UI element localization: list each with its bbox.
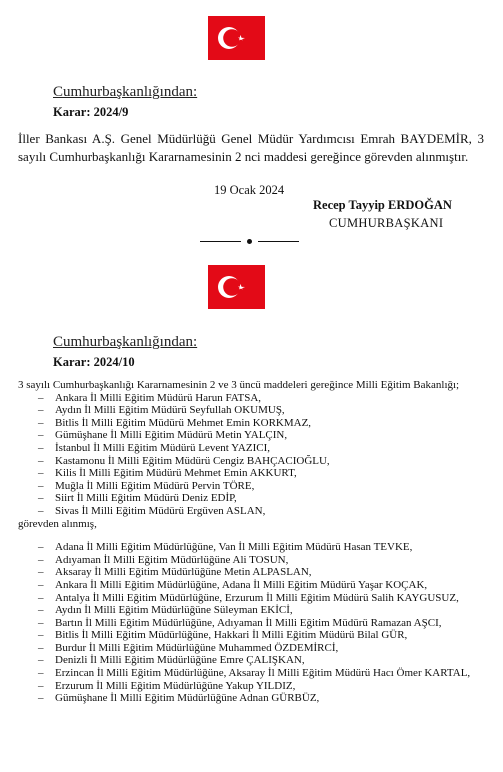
decree1-heading: Cumhurbaşkanlığından: xyxy=(53,84,198,100)
decree1-signer-title: CUMHURBAŞKANI xyxy=(329,216,444,230)
list-item-text: – Sivas İl Milli Eğitim Müdürü Ergüven ASLAN, xyxy=(55,504,266,517)
list-item xyxy=(18,505,484,518)
list-item-text: – Antalya İl Milli Eğitim Müdürlüğüne, Erzurum İl Milli Eğitim Müdürü Salih KAYGUSUZ, xyxy=(55,591,459,604)
list-item-text: – Erzurum İl Milli Eğitim Müdürlüğüne Yakup YILDIZ, xyxy=(55,679,296,692)
list-item-text: – Erzincan İl Milli Eğitim Müdürlüğüne, Aksaray İl Milli Eğitim Müdürü Hacı Ömer KARTAL, xyxy=(55,667,471,680)
signer-first-name: Recep Tayyip xyxy=(313,198,389,212)
list-item-text: – Aydın İl Milli Eğitim Müdürlüğüne Süleyman EKİCİ, xyxy=(55,604,293,617)
list-item xyxy=(18,467,484,480)
decree2-intro: 3 sayılı Cumhurbaşkanlığı Kararnamesinin 2 ve 3 üncü maddeleri gereğince Milli Eğitim Bakanlığı; xyxy=(18,379,460,391)
divider-line-right xyxy=(258,241,299,242)
list-item xyxy=(18,642,484,655)
list-item-text: – İstanbul İl Milli Eğitim Müdürü Levent YAZICI, xyxy=(55,441,270,454)
decree1-signer xyxy=(313,198,452,213)
list-item xyxy=(18,492,484,505)
appointed-list xyxy=(18,541,484,705)
list-item xyxy=(18,442,484,455)
list-item xyxy=(18,429,484,442)
list-item-text: – Adıyaman İl Milli Eğitim Müdürlüğüne Ali TOSUN, xyxy=(55,553,289,566)
list-item-text: – Denizli İl Milli Eğitim Müdürlüğüne Emre ÇALIŞKAN, xyxy=(55,654,305,667)
list-item-text: – Muğla İl Milli Eğitim Müdürü Pervin TÖRE, xyxy=(55,479,255,492)
list-item xyxy=(18,417,484,430)
decree2-content xyxy=(18,379,484,705)
decree1-date: 19 Ocak 2024 xyxy=(214,183,285,197)
list-item xyxy=(18,392,484,405)
turkish-flag-logo xyxy=(208,265,265,309)
removed-suffix: görevden alınmış, xyxy=(18,517,97,530)
turkish-flag-logo xyxy=(208,16,265,60)
list-item-text: – Siirt İl Milli Eğitim Müdürü Deniz EDİP, xyxy=(55,492,237,505)
list-item xyxy=(18,654,484,667)
list-item-text: – Kastamonu İl Milli Eğitim Müdürü Cengiz BAHÇACIOĞLU, xyxy=(55,454,330,467)
list-item-text: – Burdur İl Milli Eğitim Müdürlüğüne Muhammed ÖZDEMİRCİ, xyxy=(55,641,339,654)
divider-line-left xyxy=(200,241,241,242)
list-item-text: – Kilis İl Milli Eğitim Müdürü Mehmet Emin AKKURT, xyxy=(55,467,297,480)
decree1-number: Karar: 2024/9 xyxy=(53,105,129,119)
decree2-heading: Cumhurbaşkanlığından: xyxy=(53,334,198,350)
list-item xyxy=(18,480,484,493)
list-item-text: – Gümüşhane İl Milli Eğitim Müdürü Metin YALÇIN, xyxy=(55,429,288,442)
list-item xyxy=(18,541,484,554)
list-item xyxy=(18,566,484,579)
list-item-text: – Ankara İl Milli Eğitim Müdürü Harun FATSA, xyxy=(55,391,262,404)
list-item xyxy=(18,604,484,617)
list-item-text: – Aydın İl Milli Eğitim Müdürü Seyfullah OKUMUŞ, xyxy=(55,404,285,417)
removed-list xyxy=(18,392,484,518)
signer-last-name: ERDOĞAN xyxy=(388,198,452,212)
list-item xyxy=(18,692,484,705)
list-item-text: – Adana İl Milli Eğitim Müdürlüğüne, Van İl Milli Eğitim Müdürü Hasan TEVKE, xyxy=(55,541,413,554)
list-item xyxy=(18,404,484,417)
list-item-text: – Aksaray İl Milli Eğitim Müdürlüğüne Metin ALPASLAN, xyxy=(55,566,312,579)
list-item-text: – Bitlis İl Milli Eğitim Müdürü Mehmet Emin KORKMAZ, xyxy=(55,416,312,429)
list-item-text: – Bartın İl Milli Eğitim Müdürlüğüne, Adıyaman İl Milli Eğitim Müdürü Ramazan AŞCI, xyxy=(55,616,442,629)
decree2-number: Karar: 2024/10 xyxy=(53,355,135,369)
list-item xyxy=(18,592,484,605)
list-item xyxy=(18,455,484,468)
list-item xyxy=(18,554,484,567)
list-item xyxy=(18,667,484,680)
list-item-text: – Ankara İl Milli Eğitim Müdürlüğüne, Adana İl Milli Eğitim Müdürü Yaşar KOÇAK, xyxy=(55,578,428,591)
decree1-body: İller Bankası A.Ş. Genel Müdürlüğü Genel Müdür Yardımcısı Emrah BAYDEMİR, 3 sayılı Cumhurbaşkanlığı Kararnamesinin 2 nci maddesi gereğince görevden alınmıştır. xyxy=(18,131,484,164)
list-item xyxy=(18,680,484,693)
list-item xyxy=(18,617,484,630)
list-item-text: – Bitlis İl Milli Eğitim Müdürlüğüne, Hakkari İl Milli Eğitim Müdürü Bilal GÜR, xyxy=(55,629,408,642)
list-item xyxy=(18,579,484,592)
list-item xyxy=(18,629,484,642)
divider-dot xyxy=(247,239,252,244)
list-item-text: – Gümüşhane İl Milli Eğitim Müdürlüğüne Adnan GÜRBÜZ, xyxy=(55,692,320,705)
section-divider xyxy=(200,235,300,247)
